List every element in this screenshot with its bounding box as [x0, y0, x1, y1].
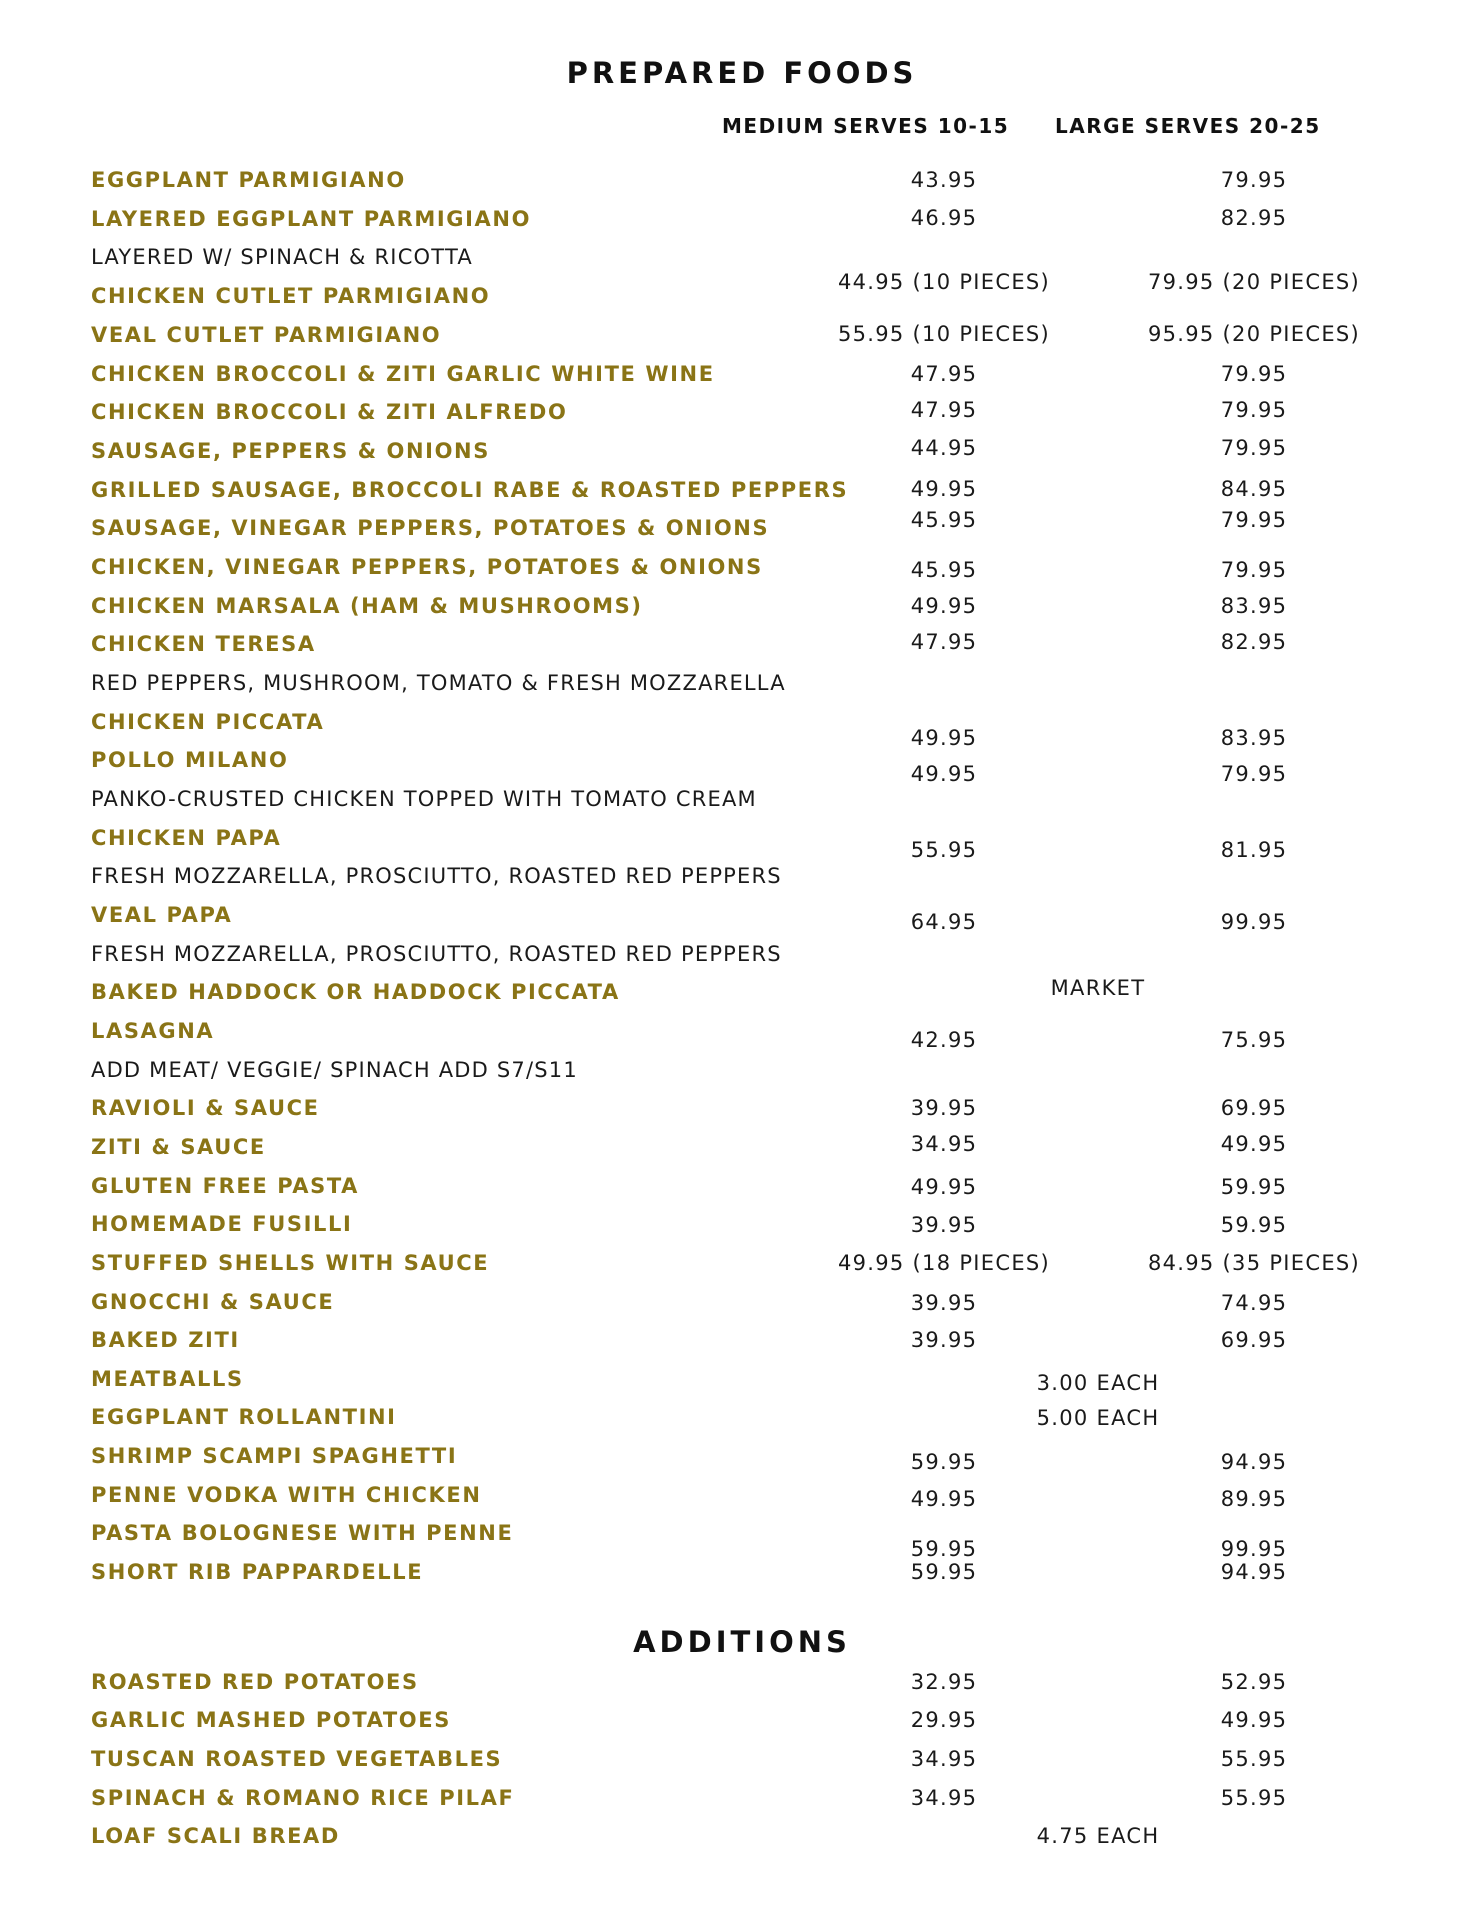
- large-price: 52.95: [1220, 1670, 1288, 1694]
- large-column-header: LARGE SERVES 20-25: [1055, 114, 1321, 138]
- medium-column-header: MEDIUM SERVES 10-15: [722, 114, 1010, 138]
- single-price: 3.00 EACH: [1036, 1371, 1160, 1395]
- menu-item-name: ZITI & SAUCE: [91, 1135, 266, 1159]
- large-price: 49.95: [1220, 1708, 1288, 1732]
- item-description: FRESH MOZZARELLA, PROSCIUTTO, ROASTED RED PEPPERS: [91, 942, 782, 966]
- medium-price: 45.95: [910, 558, 978, 582]
- medium-price: 32.95: [910, 1670, 978, 1694]
- large-price: 79.95: [1220, 762, 1288, 786]
- additions-title: ADDITIONS: [633, 1625, 851, 1659]
- item-description: ADD MEAT/ VEGGIE/ SPINACH ADD S7/S11: [91, 1058, 578, 1082]
- medium-price: 47.95: [910, 630, 978, 654]
- large-price: 75.95: [1220, 1028, 1288, 1052]
- medium-price: 55.95 (10 PIECES): [837, 322, 1051, 346]
- large-price: 49.95: [1220, 1132, 1288, 1156]
- menu-item-name: STUFFED SHELLS WITH SAUCE: [91, 1251, 490, 1275]
- large-price: 79.95: [1220, 362, 1288, 386]
- large-price: 99.95: [1220, 910, 1288, 934]
- menu-item-name: SHORT RIB PAPPARDELLE: [91, 1560, 424, 1584]
- menu-item-name: CHICKEN TERESA: [91, 632, 316, 656]
- menu-item-name: CHICKEN BROCCOLI & ZITI ALFREDO: [91, 400, 568, 424]
- medium-price: 44.95 (10 PIECES): [837, 270, 1051, 294]
- medium-price: 59.95: [910, 1560, 978, 1584]
- medium-price: 43.95: [910, 168, 978, 192]
- large-price: 79.95: [1220, 436, 1288, 460]
- large-price: 94.95: [1220, 1450, 1288, 1474]
- item-description: FRESH MOZZARELLA, PROSCIUTTO, ROASTED RED PEPPERS: [91, 864, 782, 888]
- menu-item-name: CHICKEN MARSALA (HAM & MUSHROOMS): [91, 594, 643, 618]
- menu-item-name: LASAGNA: [91, 1019, 215, 1043]
- medium-price: 34.95: [910, 1747, 978, 1771]
- menu-item-name: LOAF SCALI BREAD: [91, 1824, 340, 1848]
- medium-price: 49.95 (18 PIECES): [837, 1251, 1051, 1275]
- menu-item-name: SAUSAGE, PEPPERS & ONIONS: [91, 439, 490, 463]
- medium-price: 49.95: [910, 594, 978, 618]
- menu-item-name: CHICKEN BROCCOLI & ZITI GARLIC WHITE WINE: [91, 362, 715, 386]
- single-price: 4.75 EACH: [1036, 1824, 1160, 1848]
- medium-price: 29.95: [910, 1708, 978, 1732]
- large-price: 95.95 (20 PIECES): [1147, 322, 1361, 346]
- medium-price: 34.95: [910, 1132, 978, 1156]
- large-price: 81.95: [1220, 838, 1288, 862]
- medium-price: 39.95: [910, 1096, 978, 1120]
- menu-item-name: SHRIMP SCAMPI SPAGHETTI: [91, 1444, 458, 1468]
- large-price: 94.95: [1220, 1560, 1288, 1584]
- menu-item-name: TUSCAN ROASTED VEGETABLES: [91, 1747, 503, 1771]
- medium-price: 39.95: [910, 1291, 978, 1315]
- menu-item-name: SPINACH & ROMANO RICE PILAF: [91, 1786, 515, 1810]
- menu-item-name: BAKED ZITI: [91, 1328, 240, 1352]
- menu-item-name: MEATBALLS: [91, 1367, 244, 1391]
- large-price: 59.95: [1220, 1213, 1288, 1237]
- large-price: 79.95 (20 PIECES): [1147, 270, 1361, 294]
- large-price: 55.95: [1220, 1747, 1288, 1771]
- large-price: 69.95: [1220, 1328, 1288, 1352]
- large-price: 59.95: [1220, 1175, 1288, 1199]
- menu-item-name: EGGPLANT PARMIGIANO: [91, 168, 406, 192]
- menu-item-name: PASTA BOLOGNESE WITH PENNE: [91, 1521, 514, 1545]
- menu-item-name: VEAL PAPA: [91, 903, 233, 927]
- medium-price: 46.95: [910, 206, 978, 230]
- menu-item-name: VEAL CUTLET PARMIGIANO: [91, 323, 442, 347]
- medium-price: 44.95: [910, 436, 978, 460]
- medium-price: 42.95: [910, 1028, 978, 1052]
- large-price: 84.95 (35 PIECES): [1147, 1251, 1361, 1275]
- large-price: 79.95: [1220, 168, 1288, 192]
- prepared-foods-title: PREPARED FOODS: [566, 56, 918, 90]
- medium-price: 49.95: [910, 1487, 978, 1511]
- medium-price: 55.95: [910, 838, 978, 862]
- large-price: 83.95: [1220, 594, 1288, 618]
- large-price: 89.95: [1220, 1487, 1288, 1511]
- large-price: 82.95: [1220, 630, 1288, 654]
- medium-price: 34.95: [910, 1786, 978, 1810]
- medium-price: 39.95: [910, 1213, 978, 1237]
- large-price: 79.95: [1220, 398, 1288, 422]
- menu-item-name: ROASTED RED POTATOES: [91, 1670, 419, 1694]
- menu-item-name: SAUSAGE, VINEGAR PEPPERS, POTATOES & ONIONS: [91, 516, 770, 540]
- menu-item-name: GNOCCHI & SAUCE: [91, 1290, 335, 1314]
- item-description: RED PEPPERS, MUSHROOM, TOMATO & FRESH MOZZARELLA: [91, 671, 786, 695]
- large-price: 83.95: [1220, 726, 1288, 750]
- large-price: 79.95: [1220, 508, 1288, 532]
- single-price: MARKET: [1050, 976, 1146, 1000]
- large-price: 74.95: [1220, 1291, 1288, 1315]
- medium-price: 49.95: [910, 762, 978, 786]
- medium-price: 45.95: [910, 508, 978, 532]
- menu-item-name: POLLO MILANO: [91, 748, 289, 772]
- medium-price: 47.95: [910, 398, 978, 422]
- menu-item-name: GRILLED SAUSAGE, BROCCOLI RABE & ROASTED PEPPERS: [91, 478, 849, 502]
- medium-price: 59.95: [910, 1450, 978, 1474]
- menu-item-name: RAVIOLI & SAUCE: [91, 1096, 320, 1120]
- menu-item-name: CHICKEN PAPA: [91, 826, 282, 850]
- medium-price: 59.95: [910, 1537, 978, 1561]
- menu-item-name: HOMEMADE FUSILLI: [91, 1212, 353, 1236]
- large-price: 79.95: [1220, 558, 1288, 582]
- menu-item-name: GLUTEN FREE PASTA: [91, 1174, 359, 1198]
- medium-price: 39.95: [910, 1328, 978, 1352]
- medium-price: 49.95: [910, 477, 978, 501]
- item-description: PANKO-CRUSTED CHICKEN TOPPED WITH TOMATO CREAM: [91, 787, 757, 811]
- single-price: 5.00 EACH: [1036, 1406, 1160, 1430]
- large-price: 99.95: [1220, 1537, 1288, 1561]
- menu-item-name: CHICKEN CUTLET PARMIGIANO: [91, 284, 491, 308]
- item-description: LAYERED W/ SPINACH & RICOTTA: [91, 245, 473, 269]
- menu-item-name: GARLIC MASHED POTATOES: [91, 1708, 451, 1732]
- menu-item-name: CHICKEN, VINEGAR PEPPERS, POTATOES & ONIONS: [91, 555, 763, 579]
- menu-item-name: LAYERED EGGPLANT PARMIGIANO: [91, 207, 532, 231]
- menu-item-name: PENNE VODKA WITH CHICKEN: [91, 1483, 482, 1507]
- menu-item-name: EGGPLANT ROLLANTINI: [91, 1405, 397, 1429]
- menu-item-name: CHICKEN PICCATA: [91, 710, 325, 734]
- medium-price: 49.95: [910, 1175, 978, 1199]
- medium-price: 47.95: [910, 362, 978, 386]
- large-price: 84.95: [1220, 477, 1288, 501]
- large-price: 69.95: [1220, 1096, 1288, 1120]
- medium-price: 64.95: [910, 910, 978, 934]
- large-price: 55.95: [1220, 1786, 1288, 1810]
- large-price: 82.95: [1220, 206, 1288, 230]
- medium-price: 49.95: [910, 726, 978, 750]
- menu-item-name: BAKED HADDOCK OR HADDOCK PICCATA: [91, 980, 620, 1004]
